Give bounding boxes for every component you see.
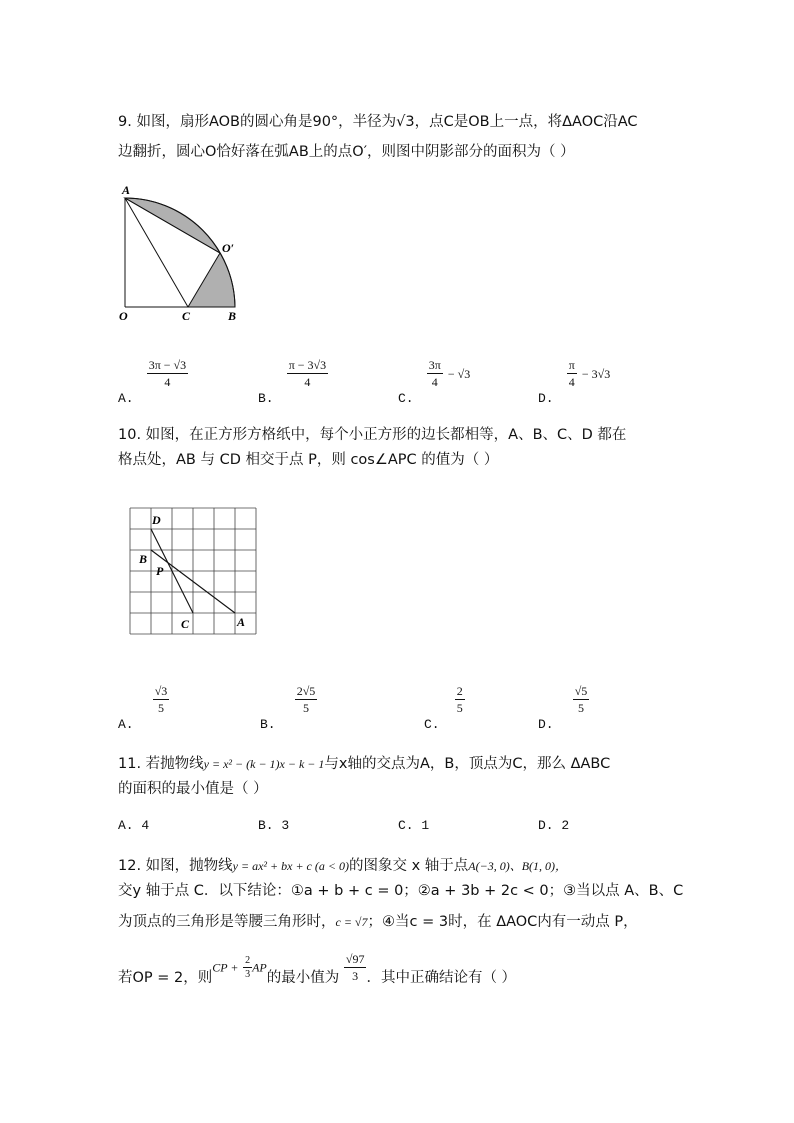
q9-figure bbox=[112, 180, 247, 325]
q10-label-d: D bbox=[152, 513, 161, 527]
q11-option-d[interactable]: D. 2 bbox=[538, 818, 570, 833]
q9-label-o1: O′ bbox=[222, 241, 235, 255]
q9-line1: 9. 如图，扇形AOB的圆心角是90°，半径为√3，点C是OB上一点，将ΔAOC沿AC bbox=[118, 114, 638, 130]
q9-option-b[interactable]: $_{B.}$ $\frac{\pi - 3√3}{4}$ bbox=[258, 358, 327, 406]
q10-option-b[interactable]: $_{B.}$ $\frac{2√5}{5}$ bbox=[260, 684, 316, 732]
q12-line2: 交y 轴于点 C．以下结论：①a + b + c = 0；②a + 3b + 2c < 0；③当以点 A、B、C bbox=[118, 883, 684, 899]
q9-label-c: C bbox=[182, 309, 191, 323]
q9-line-ao1 bbox=[125, 198, 220, 253]
q10-label-c: C bbox=[181, 617, 190, 631]
q10-line1: 10. 如图，在正方形方格纸中，每个小正方形的边长都相等，A、B、C、D 都在 bbox=[118, 427, 627, 443]
q9-shaded-bottom bbox=[188, 253, 235, 307]
q10-option-a[interactable]: $_{A.}$ $\frac{√3}{5}$ bbox=[118, 684, 168, 732]
q9-a-num: 3π − √3 bbox=[148, 358, 187, 372]
q10-label-p: P bbox=[156, 564, 164, 578]
q11-line1: 11. 若抛物线y = x² − (k − 1)x − k − 1与x轴的交点为A，B，顶点为C，那么 ΔABC bbox=[118, 756, 611, 772]
q10-option-d[interactable]: $_{D.}$ $\frac{√5}{5}$ bbox=[538, 684, 588, 732]
q10-option-c[interactable]: $_{C.}$ $\frac{2}{5}$ bbox=[424, 684, 463, 732]
q9-option-c[interactable]: $_{C.}$ $\frac{3\pi}{4}$ − √3 bbox=[398, 358, 471, 406]
q10-grid-figure bbox=[125, 505, 265, 640]
q11-formula: y = x² − (k − 1)x − k − 1 bbox=[203, 757, 325, 771]
q10-line2: 格点处，AB 与 CD 相交于点 P，则 cos∠APC 的值为（ ） bbox=[118, 452, 499, 468]
q10-label-b: B bbox=[139, 552, 148, 566]
q9-option-a[interactable]: $_{A.}$ $\frac{3\pi - √3}{4}$ bbox=[118, 358, 187, 406]
q11-option-a[interactable]: A. 4 bbox=[118, 818, 150, 833]
q11-line2: 的面积的最小值是（ ） bbox=[118, 781, 268, 797]
q12-line4: 若OP = 2，则CP + $\frac{2}{3}$ AP的最小值为 $\frac{√97}{3}$ ．其中正确结论有（ ） bbox=[118, 952, 517, 986]
q9-label-b: B bbox=[228, 309, 237, 323]
q12-line3: 为顶点的三角形是等腰三角形时，c = √7；④当c = 3时，在 ΔAOC内有一动点 P， bbox=[118, 914, 638, 930]
q9-label-a: A bbox=[122, 183, 131, 197]
q11-option-c[interactable]: C. 1 bbox=[398, 818, 430, 833]
q12-line1: 12. 如图，抛物线y = ax² + bx + c (a < 0)的图象交 x 轴于点A(−3, 0)、B(1, 0)， bbox=[118, 858, 568, 874]
q10-label-a: A bbox=[237, 615, 246, 629]
q9-label-o: O bbox=[119, 309, 128, 323]
q9-option-d[interactable]: $_{D.}$ $\frac{\pi}{4}$ − 3√3 bbox=[538, 358, 611, 406]
q11-option-b[interactable]: B. 3 bbox=[258, 818, 290, 833]
q9-line2: 边翻折，圆心O恰好落在弧AB上的点O′，则图中阴影部分的面积为（ ） bbox=[118, 144, 575, 160]
